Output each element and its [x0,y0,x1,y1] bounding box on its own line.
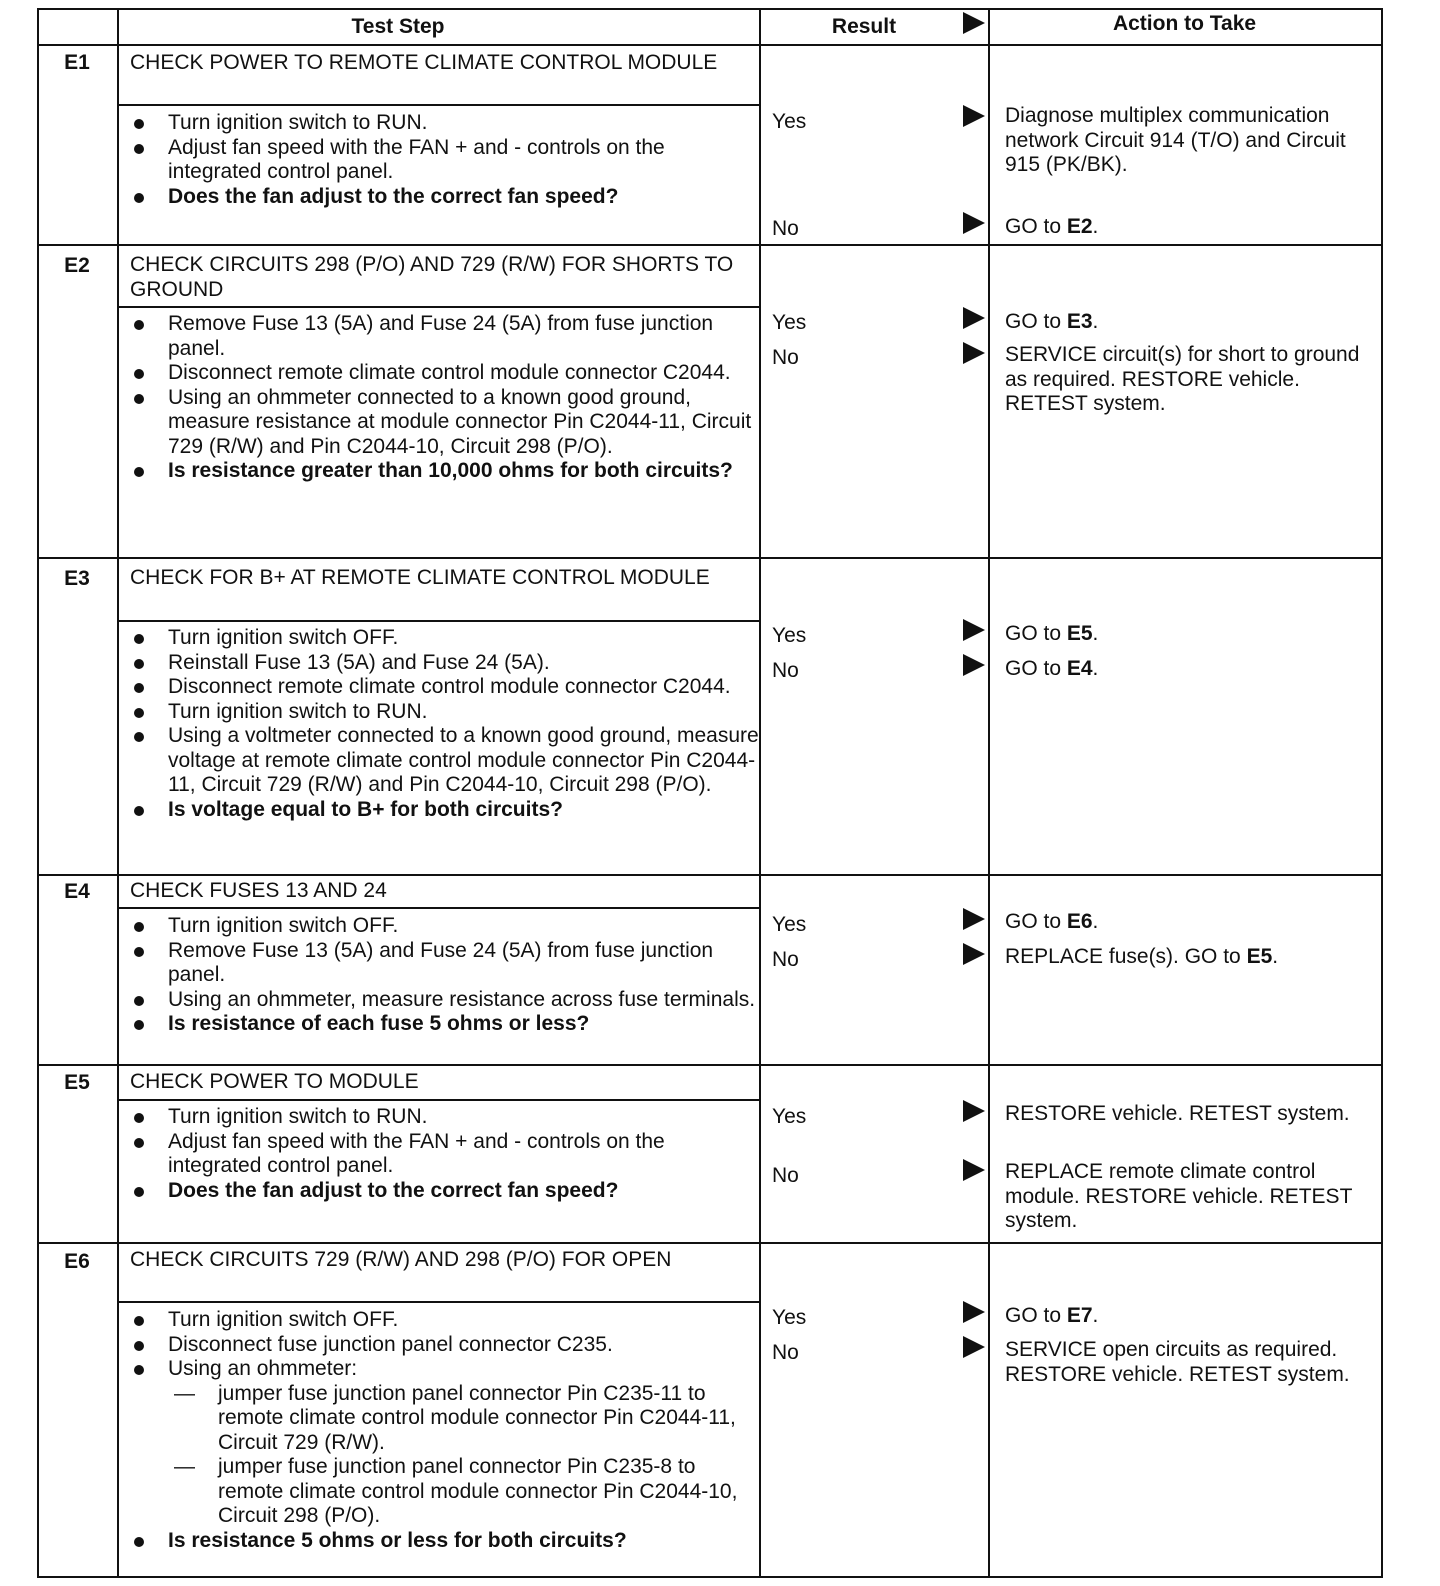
list-item: Turn ignition switch OFF. [130,1308,760,1333]
row-divider-e2 [37,557,1383,559]
action-yes-e2: GO to E3. [1005,310,1099,333]
header-result: Result [831,15,897,38]
result-yes-e6: Yes [772,1306,807,1329]
result-no-e4: No [772,948,799,971]
table-top-border [37,8,1383,10]
row-divider-e4 [37,1064,1383,1066]
step-question: Is voltage equal to B+ for both circuits? [130,798,760,823]
action-no-e1: GO to E2. [1005,215,1099,238]
step-title-e1: CHECK POWER TO REMOTE CLIMATE CONTROL MODULE [130,51,718,74]
title-divider-e3 [117,620,759,622]
arrow-icon [963,1159,985,1181]
arrow-icon [963,212,985,234]
arrow-icon [963,307,985,329]
header-arrow-icon [963,12,985,34]
step-instructions-e3 [130,626,760,822]
list-item: Turn ignition switch to RUN. [130,700,760,725]
arrow-icon [963,943,985,965]
result-yes-e3: Yes [772,624,807,647]
arrow-icon [963,908,985,930]
list-item: Reinstall Fuse 13 (5A) and Fuse 24 (5A). [130,651,760,676]
arrow-icon [963,342,985,364]
step-question: Does the fan adjust to the correct fan speed? [130,185,760,210]
list-item: Disconnect fuse junction panel connector C235. [130,1333,760,1358]
list-item: Using a voltmeter connected to a known good ground, measure voltage at remote climate control module connector Pin C2044-11, Circuit 729 (R/W) and Pin C2044-10, Circuit 298 (P/O). [130,724,760,798]
action-yes-e5: RESTORE vehicle. RETEST system. [1005,1102,1350,1125]
step-title-e4: CHECK FUSES 13 AND 24 [130,879,387,902]
result-yes-e5: Yes [772,1105,807,1128]
result-no-e6: No [772,1341,799,1364]
result-yes-e2: Yes [772,311,807,334]
arrow-icon [963,1336,985,1358]
list-item: Adjust fan speed with the FAN + and - controls on the integrated control panel. [130,1130,760,1179]
table-bottom-border [37,1576,1383,1578]
title-divider-e4 [117,907,759,909]
list-item: Using an ohmmeter, measure resistance across fuse terminals. [130,988,760,1013]
step-instructions-e2 [130,312,760,484]
action-no-e5: REPLACE remote climate control module. RESTORE vehicle. RETEST system. [1005,1160,1353,1232]
arrow-icon [963,105,985,127]
arrow-icon [963,654,985,676]
step-id-e4: E4 [64,880,90,903]
list-item: Remove Fuse 13 (5A) and Fuse 24 (5A) from fuse junction panel. [130,312,760,361]
list-item: Adjust fan speed with the FAN + and - controls on the integrated control panel. [130,136,760,185]
header-divider [37,44,1383,46]
result-no-e5: No [772,1164,799,1187]
step-id-e1: E1 [64,51,90,74]
arrow-icon [963,1100,985,1122]
step-instructions-e4 [130,914,760,1037]
list-item: Turn ignition switch OFF. [130,626,760,651]
row-divider-e1 [37,244,1383,246]
result-no-e3: No [772,659,799,682]
step-question: Does the fan adjust to the correct fan speed? [130,1179,760,1204]
action-yes-e6: GO to E7. [1005,1304,1099,1327]
action-no-e3: GO to E4. [1005,657,1099,680]
result-no-e2: No [772,346,799,369]
list-sub-item: — jumper fuse junction panel connector Pin C235-11 to remote climate control module connector Pin C2044-11, Circuit 729 (R/W). [130,1382,760,1456]
step-title-e3: CHECK FOR B+ AT REMOTE CLIMATE CONTROL MODULE [130,566,710,589]
step-question: Is resistance greater than 10,000 ohms for both circuits? [130,459,760,484]
diagnostic-table [37,8,1383,1578]
row-divider-e5 [37,1242,1383,1244]
title-divider-e2 [117,306,759,308]
action-no-e6: SERVICE open circuits as required. RESTORE vehicle. RETEST system. [1005,1338,1350,1386]
title-divider-e1 [117,104,759,106]
result-yes-e4: Yes [772,913,807,936]
list-sub-item: — jumper fuse junction panel connector Pin C235-8 to remote climate control module connector Pin C2044-10, Circuit 298 (P/O). [130,1455,760,1529]
list-item: Turn ignition switch OFF. [130,914,760,939]
step-question: Is resistance of each fuse 5 ohms or less? [130,1012,760,1037]
step-title-e5: CHECK POWER TO MODULE [130,1070,419,1093]
step-id-e5: E5 [64,1071,90,1094]
title-divider-e6 [117,1301,759,1303]
action-no-e2: SERVICE circuit(s) for short to ground as required. RESTORE vehicle. RETEST system. [1005,343,1360,415]
list-item: Remove Fuse 13 (5A) and Fuse 24 (5A) from fuse junction panel. [130,939,760,988]
list-item: Turn ignition switch to RUN. [130,111,760,136]
header-action: Action to Take [1112,12,1257,35]
list-item: Disconnect remote climate control module connector C2044. [130,361,760,386]
list-item: Disconnect remote climate control module connector C2044. [130,675,760,700]
arrow-icon [963,619,985,641]
step-title-e2: CHECK CIRCUITS 298 (P/O) AND 729 (R/W) FOR SHORTS TO GROUND [130,253,734,301]
arrow-icon [963,1301,985,1323]
step-instructions-e5 [130,1105,760,1203]
row-divider-e3 [37,874,1383,876]
action-yes-e4: GO to E6. [1005,910,1099,933]
step-title-e6: CHECK CIRCUITS 729 (R/W) AND 298 (P/O) FOR OPEN [130,1248,672,1271]
action-no-e4: REPLACE fuse(s). GO to E5. [1005,945,1279,968]
step-instructions-e6 [130,1308,760,1553]
step-id-e2: E2 [64,254,90,277]
step-id-e6: E6 [64,1250,90,1273]
list-item: Using an ohmmeter connected to a known good ground, measure resistance at module connector Pin C2044-11, Circuit 729 (R/W) and Pin C2044-10, Circuit 298 (P/O). [130,386,760,460]
result-yes-e1: Yes [772,110,807,133]
title-divider-e5 [117,1099,759,1101]
list-item: Using an ohmmeter: [130,1357,760,1382]
header-test-step: Test Step [351,15,445,38]
action-yes-e3: GO to E5. [1005,622,1099,645]
list-item: Turn ignition switch to RUN. [130,1105,760,1130]
step-instructions-e1 [130,111,760,209]
result-no-e1: No [772,217,799,240]
step-id-e3: E3 [64,567,90,590]
action-yes-e1: Diagnose multiplex communication network Circuit 914 (T/O) and Circuit 915 (PK/BK). [1005,104,1346,176]
step-question: Is resistance 5 ohms or less for both circuits? [130,1529,760,1554]
